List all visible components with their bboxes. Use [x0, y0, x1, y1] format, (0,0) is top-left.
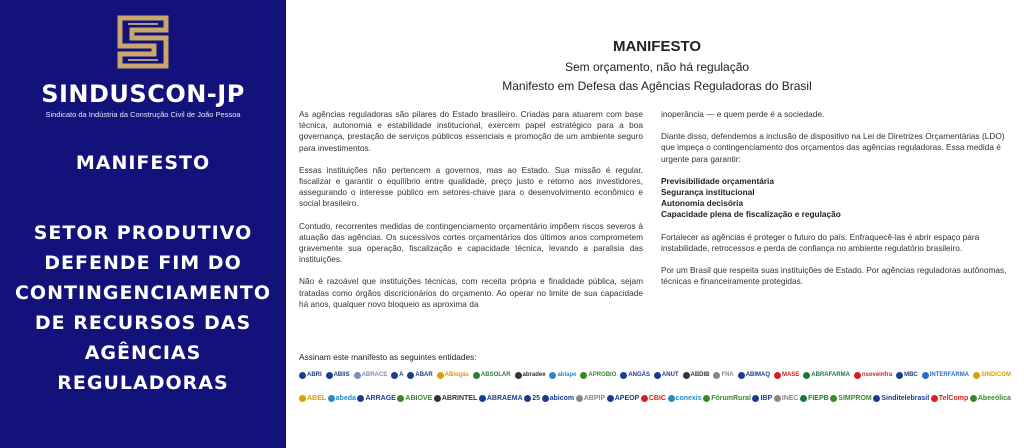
logos-row-1 [299, 366, 1011, 384]
logo-text: INTERFARMA [929, 372, 970, 378]
logo-text: ANUT [661, 372, 679, 378]
logo-mark-icon [830, 395, 837, 402]
document-subtitle-2: Manifesto em Defesa das Agências Reguladoras do Brasil [502, 79, 812, 93]
paragraph: Essas instituições não pertencem a governos, mas ao Estado. Sua missão é regular, fiscalizar e garantir o equilíbrio entre qualidade, preço justo e retorno aos investidores, assegurando o interesse público em setores-chave para o desenvolvimento econômico e social brasileiro. [299, 164, 643, 209]
paragraph: Não é razoável que instituições técnicas, com receita própria e finalidade pública, sejam tratadas como órgãos discricionários do orçamento. Ao operar no limite de sua capacidade há anos, qualquer novo bloqueio as aproxima da [299, 276, 643, 309]
paragraph: Diante disso, defendemos a inclusão de dispositivo na Lei de Diretrizes Orçamentárias (LDO) que impeça o contingenciamento dos orçamentos das agências reguladoras. Essa medida é urgente para garantir: [661, 131, 1005, 164]
entity-logo [620, 372, 650, 379]
entity-logo [830, 395, 871, 402]
logo-mark-icon [524, 395, 531, 402]
entity-logo [549, 372, 576, 379]
logo-text: abradee [522, 372, 546, 378]
logo-text: ABIOVE [405, 394, 433, 402]
logo-text: ABRACE [361, 372, 388, 378]
entity-logo [354, 372, 388, 379]
entity-logo [607, 395, 640, 402]
logo-mark-icon [326, 372, 333, 379]
logo-text: ABSOLAR [480, 372, 511, 378]
entity-logo [970, 395, 1011, 402]
entity-logo [683, 372, 710, 379]
entity-logo [973, 372, 1011, 379]
entity-logo [299, 372, 322, 379]
logo-mark-icon [397, 395, 404, 402]
headline-line: DEFENDE FIM DO [44, 252, 242, 274]
logo-text: abicom [549, 394, 575, 402]
headline-line: REGULADORAS [57, 372, 229, 394]
entity-logo [576, 395, 605, 402]
logo-mark-icon [641, 395, 648, 402]
logo-text: A [399, 372, 404, 378]
logo-mark-icon [973, 372, 980, 379]
logo-mark-icon [922, 372, 929, 379]
entity-logo [873, 395, 929, 402]
logo-mark-icon [738, 372, 745, 379]
entity-logo [397, 395, 432, 402]
entity-logo [524, 395, 540, 402]
logo-mark-icon [854, 372, 861, 379]
logo-mark-icon [299, 395, 306, 402]
logo-mark-icon [774, 372, 781, 379]
logo-mark-icon [434, 395, 441, 402]
entity-logo [854, 372, 892, 379]
logo-mark-icon [607, 395, 614, 402]
entity-logo [896, 372, 918, 379]
logo-mark-icon [713, 372, 720, 379]
entity-logo [668, 395, 702, 402]
logo-mark-icon [668, 395, 675, 402]
entity-logo [800, 395, 829, 402]
entity-logo [931, 395, 968, 402]
left-headline [0, 218, 286, 398]
logo-text: abiape [557, 372, 577, 378]
logo-mark-icon [542, 395, 549, 402]
text-column-left [299, 109, 643, 321]
sinduscon-logo-icon [112, 12, 174, 72]
guarantees-list [661, 176, 1011, 221]
logo-mark-icon [549, 372, 556, 379]
logo-text: MASE [781, 372, 800, 378]
entity-logo [328, 395, 356, 402]
text-column-right [661, 109, 1011, 298]
document-title: MANIFESTO [612, 38, 702, 55]
logo-mark-icon [357, 395, 364, 402]
logo-text: nsoveinfra [861, 372, 893, 378]
headline-line: DE RECURSOS DAS [34, 312, 252, 334]
paragraph: Contudo, recorrentes medidas de contingenciamento orçamentário impõem riscos severos à atuação das agências. Os sucessivos cortes orçamentários dos últimos anos comprometem gravemente sua operação, fiscalização e capacidade técnica, levando a paralisia das instituições. [299, 220, 643, 265]
signatories-label: Assinam este manifesto as seguintes entidades: [299, 352, 477, 362]
list-item: Previsibilidade orçamentária [661, 175, 774, 186]
logo-mark-icon [803, 372, 810, 379]
headline-line: CONTINGENCIAMENTO [14, 282, 272, 304]
logo-text: ABRAFARMA [811, 372, 850, 378]
brand-name: SINDUSCON-JP [41, 80, 245, 108]
logo-text: FIEPB [808, 394, 829, 402]
logo-text: TelComp [938, 394, 969, 402]
paragraph: inoperância — e quem perde é a sociedade. [661, 109, 825, 119]
entity-logo [774, 372, 799, 379]
logo-text: SIMPROM [838, 394, 872, 402]
logos-row-2 [299, 388, 1011, 408]
entity-logo [326, 372, 350, 379]
logo-mark-icon [407, 372, 414, 379]
logo-text: FórumRural [711, 394, 751, 402]
logo-text: ABAR [415, 372, 433, 378]
logo-text: ABEL [307, 394, 327, 402]
logo-mark-icon [437, 372, 444, 379]
logo-text: MBC [904, 372, 918, 378]
paragraph: As agências reguladoras são pilares do Estado brasileiro. Criadas para atuarem com base técnica, autonomia e estabilidade institucional, exercem papel estratégico para a boa governança, prestação de serviços públicos essenciais e promoção de um ambiente seguro para investimentos. [299, 109, 643, 153]
logo-text: APROBIO [588, 372, 617, 378]
brand-subtitle: Sindicato da Indústria da Construção Civil de João Pessoa [45, 110, 241, 119]
logo-mark-icon [931, 395, 938, 402]
logo-text: CBIC [648, 394, 666, 402]
logo-text: ARRAGE [365, 394, 396, 402]
headline-line: AGÊNCIAS [84, 342, 202, 364]
logo-text: conexis [675, 394, 702, 402]
paragraph: Por um Brasil que respeita suas instituições de Estado. Por agências reguladoras autônomas, técnicas e financeiramente protegidas. [661, 265, 1007, 287]
entity-logo [713, 372, 733, 379]
logo-mark-icon [576, 395, 583, 402]
logo-text: 25 [532, 394, 541, 402]
left-panel [0, 0, 286, 448]
entity-logo [774, 395, 799, 402]
logo-text: INEC [781, 394, 799, 402]
logo-mark-icon [873, 395, 880, 402]
entity-logo [641, 395, 666, 402]
logo-text: abeda [335, 394, 356, 402]
entity-logo [299, 395, 326, 402]
entity-logo [479, 395, 523, 402]
list-item: Capacidade plena de fiscalização e regulação [661, 209, 841, 220]
document-subtitle: Sem orçamento, não há regulação [564, 60, 750, 74]
logo-mark-icon [391, 372, 398, 379]
logo-mark-icon [620, 372, 627, 379]
logo-text: APEOP [614, 394, 640, 402]
list-item: Autonomia decisória [661, 198, 744, 209]
logo-mark-icon [354, 372, 361, 379]
entity-logo [515, 372, 546, 379]
entity-logo [738, 372, 770, 379]
logo-mark-icon [752, 395, 759, 402]
logo-mark-icon [970, 395, 977, 402]
logo-mark-icon [515, 372, 522, 379]
logo-text: IBP [760, 394, 773, 402]
logo-text: Sinditelebrasil [881, 394, 930, 402]
logo-text: ABRI [307, 372, 322, 378]
logo-mark-icon [896, 372, 903, 379]
logo-mark-icon [654, 372, 661, 379]
entity-logo [391, 372, 403, 379]
left-title: MANIFESTO [75, 152, 211, 174]
logo-text: SINDICOM [980, 372, 1011, 378]
headline-line: SETOR PRODUTIVO [33, 222, 253, 244]
logo-mark-icon [703, 395, 710, 402]
logo-mark-icon [299, 372, 306, 379]
entity-logo [437, 372, 469, 379]
logo-mark-icon [800, 395, 807, 402]
entity-logo [434, 395, 477, 402]
list-item: Segurança institucional [661, 187, 755, 198]
entity-logo [654, 372, 679, 379]
logo-text: ANGÁS [628, 372, 650, 378]
logo-text: ABDIB [690, 372, 710, 378]
entity-logo [357, 395, 395, 402]
logo-text: ABPIP [583, 394, 606, 402]
logo-text: ABlogás [444, 372, 469, 378]
logo-mark-icon [774, 395, 781, 402]
entity-logo [703, 395, 751, 402]
entity-logo [473, 372, 511, 379]
logo-text: ABIMAQ [745, 372, 771, 378]
paragraph: Fortalecer as agências é proteger o futuro do país. Enfraquecê-las é abrir espaço para instabilidade, retrocessos e perda de confiança no ambiente regulatório brasileiro. [661, 231, 980, 253]
logo-text: Abeeólica [977, 394, 1011, 402]
entity-logo [580, 372, 616, 379]
logo-text: ABIIS [333, 372, 350, 378]
entity-logo [542, 395, 575, 402]
logo-mark-icon [473, 372, 480, 379]
entity-logo [922, 372, 969, 379]
entity-logo [407, 372, 432, 379]
logo-mark-icon [580, 372, 587, 379]
logo-text: ABRAEMA [486, 394, 523, 402]
entity-logo [752, 395, 772, 402]
entity-logo [803, 372, 850, 379]
logo-mark-icon [683, 372, 690, 379]
logo-text: FNA [721, 372, 734, 378]
logo-mark-icon [479, 395, 486, 402]
logo-text: ABRINTEL [441, 394, 478, 402]
logo-mark-icon [328, 395, 335, 402]
